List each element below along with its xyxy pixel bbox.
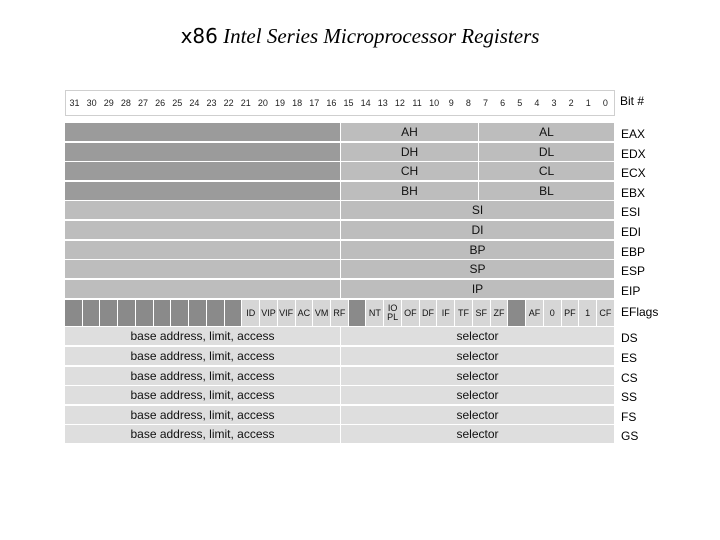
register-row-ebx bbox=[65, 182, 615, 201]
bit-number-cell: 22 bbox=[223, 98, 234, 108]
selector-cell: selector bbox=[341, 327, 615, 346]
low-word-cell: BP bbox=[341, 241, 615, 260]
bit-number-cell: 6 bbox=[500, 98, 506, 108]
bit-number-cell: 16 bbox=[326, 98, 337, 108]
flag-bit-cell: ZF bbox=[491, 300, 509, 326]
flag-bit-cell: OF bbox=[402, 300, 420, 326]
descriptor-cell: base address, limit, access bbox=[65, 386, 341, 405]
register-row-gs bbox=[65, 425, 615, 444]
upper-bits-cell bbox=[65, 280, 341, 299]
register-name-label: ESP bbox=[621, 264, 646, 279]
flag-bit-cell: NT bbox=[366, 300, 384, 326]
register-name-label: EBP bbox=[621, 244, 646, 259]
flag-bit-cell bbox=[83, 300, 101, 326]
bit-number-cell: 4 bbox=[534, 98, 540, 108]
low-word-cell: IP bbox=[341, 280, 615, 299]
low-byte-cell: BL bbox=[479, 182, 615, 201]
flag-bit-cell: AF bbox=[526, 300, 544, 326]
register-row-edx bbox=[65, 143, 615, 162]
flag-bit-cell: AC bbox=[296, 300, 314, 326]
flag-bit-cell: VM bbox=[313, 300, 331, 326]
bit-number-cell: 2 bbox=[568, 98, 574, 108]
bit-number-cell: 12 bbox=[394, 98, 405, 108]
bit-number-cell: 18 bbox=[292, 98, 303, 108]
selector-cell: selector bbox=[341, 347, 615, 366]
register-row-ds bbox=[65, 327, 615, 346]
flag-bit-cell bbox=[136, 300, 154, 326]
register-name-label: EDX bbox=[621, 146, 646, 161]
register-row-fs bbox=[65, 406, 615, 425]
upper-bits-cell bbox=[65, 260, 341, 279]
flag-bit-cell bbox=[100, 300, 118, 326]
flag-bit-cell: IF bbox=[437, 300, 455, 326]
register-name-label: EBX bbox=[621, 185, 646, 200]
register-row-ecx bbox=[65, 162, 615, 181]
high-byte-cell: DH bbox=[341, 143, 479, 162]
bit-number-cell: 3 bbox=[551, 98, 557, 108]
low-word-cell: DI bbox=[341, 221, 615, 240]
bit-number-label: Bit # bbox=[620, 94, 645, 108]
bit-number-cell: 27 bbox=[138, 98, 149, 108]
register-name-label: DS bbox=[621, 331, 638, 346]
register-name-label: ESI bbox=[621, 205, 641, 220]
flag-bit-cell bbox=[349, 300, 367, 326]
low-byte-cell: AL bbox=[479, 123, 615, 142]
bit-number-cell: 28 bbox=[120, 98, 131, 108]
high-byte-cell: BH bbox=[341, 182, 479, 201]
high-byte-cell: AH bbox=[341, 123, 479, 142]
flag-bit-cell: IO PL bbox=[384, 300, 402, 326]
upper-bits-cell bbox=[65, 221, 341, 240]
flag-bit-cell bbox=[207, 300, 225, 326]
upper-bits-cell bbox=[65, 123, 341, 142]
register-name-label: GS bbox=[621, 429, 639, 444]
register-name-label: SS bbox=[621, 390, 638, 405]
bit-number-cell: 25 bbox=[172, 98, 183, 108]
flag-bit-cell: SF bbox=[473, 300, 491, 326]
bit-number-cell: 14 bbox=[360, 98, 371, 108]
bit-number-cell: 20 bbox=[257, 98, 268, 108]
selector-cell: selector bbox=[341, 386, 615, 405]
descriptor-cell: base address, limit, access bbox=[65, 425, 341, 444]
flag-bit-cell bbox=[189, 300, 207, 326]
low-byte-cell: DL bbox=[479, 143, 615, 162]
upper-bits-cell bbox=[65, 182, 341, 201]
register-name-label: EDI bbox=[621, 225, 642, 239]
low-word-cell: SI bbox=[341, 201, 615, 220]
flag-bit-cell: TF bbox=[455, 300, 473, 326]
flag-bit-cell bbox=[508, 300, 526, 326]
descriptor-cell: base address, limit, access bbox=[65, 367, 341, 386]
flag-bit-cell: PF bbox=[562, 300, 580, 326]
bit-number-cell: 26 bbox=[155, 98, 166, 108]
bit-number-cell: 9 bbox=[448, 98, 454, 108]
bit-number-cell: 0 bbox=[602, 98, 608, 108]
low-byte-cell: CL bbox=[479, 162, 615, 181]
bit-number-row bbox=[65, 90, 615, 116]
bit-number-cell: 23 bbox=[206, 98, 217, 108]
bit-number-cell: 10 bbox=[429, 98, 440, 108]
bit-number-cell: 8 bbox=[465, 98, 471, 108]
register-row-esp bbox=[65, 260, 615, 279]
register-name-label: ECX bbox=[621, 166, 646, 181]
register-name-label: FS bbox=[621, 409, 637, 424]
flag-bit-cell: 1 bbox=[579, 300, 597, 326]
upper-bits-cell bbox=[65, 241, 341, 260]
bit-number-cell: 30 bbox=[86, 98, 97, 108]
flag-bit-cell bbox=[225, 300, 243, 326]
bit-number-cell: 7 bbox=[483, 98, 489, 108]
bit-number-cell: 1 bbox=[585, 98, 591, 108]
register-row-es bbox=[65, 347, 615, 366]
bit-number-cell: 17 bbox=[309, 98, 320, 108]
upper-bits-cell bbox=[65, 143, 341, 162]
low-word-cell: SP bbox=[341, 260, 615, 279]
flag-bit-cell bbox=[65, 300, 83, 326]
register-name-label: EFlags bbox=[621, 305, 659, 320]
selector-cell: selector bbox=[341, 425, 615, 444]
bit-number-cell: 29 bbox=[103, 98, 114, 108]
bit-number-cell: 31 bbox=[69, 98, 80, 108]
flag-bit-cell bbox=[118, 300, 136, 326]
register-row-edi bbox=[65, 221, 615, 240]
bit-number-cell: 11 bbox=[412, 98, 422, 108]
register-row-eip bbox=[65, 280, 615, 299]
register-name-label: EIP bbox=[621, 283, 641, 298]
register-row-ebp bbox=[65, 241, 615, 260]
flag-bit-cell: DF bbox=[420, 300, 438, 326]
bit-number-cell: 5 bbox=[517, 98, 523, 108]
bit-number-cell: 13 bbox=[377, 98, 388, 108]
register-name-label: EAX bbox=[621, 127, 646, 141]
register-name-label: ES bbox=[621, 351, 638, 365]
flag-bit-cell: CF bbox=[597, 300, 615, 326]
selector-cell: selector bbox=[341, 367, 615, 386]
descriptor-cell: base address, limit, access bbox=[65, 347, 341, 366]
upper-bits-cell bbox=[65, 201, 341, 220]
flag-bit-cell: RF bbox=[331, 300, 349, 326]
flag-bit-cell: ID bbox=[242, 300, 260, 326]
bit-number-cell: 19 bbox=[275, 98, 286, 108]
register-row-cs bbox=[65, 367, 615, 386]
flag-bit-cell: VIF bbox=[278, 300, 296, 326]
flag-bit-cell bbox=[154, 300, 172, 326]
upper-bits-cell bbox=[65, 162, 341, 181]
descriptor-cell: base address, limit, access bbox=[65, 406, 341, 425]
descriptor-cell: base address, limit, access bbox=[65, 327, 341, 346]
flag-bit-cell: VIP bbox=[260, 300, 278, 326]
bit-number-cell: 15 bbox=[343, 98, 354, 108]
flag-bit-cell: 0 bbox=[544, 300, 562, 326]
flag-bit-cell bbox=[171, 300, 189, 326]
page-title bbox=[0, 24, 720, 49]
register-row-eax bbox=[65, 123, 615, 142]
title-prefix: x86 bbox=[180, 24, 218, 48]
register-row-ss bbox=[65, 386, 615, 405]
title-text: Intel Series Microprocessor Registers bbox=[217, 24, 540, 48]
selector-cell: selector bbox=[341, 406, 615, 425]
register-row-esi bbox=[65, 201, 615, 220]
register-name-label: CS bbox=[621, 370, 638, 385]
high-byte-cell: CH bbox=[341, 162, 479, 181]
eflags-row bbox=[65, 300, 615, 326]
bit-number-cell: 21 bbox=[240, 98, 251, 108]
bit-number-cell: 24 bbox=[189, 98, 200, 108]
